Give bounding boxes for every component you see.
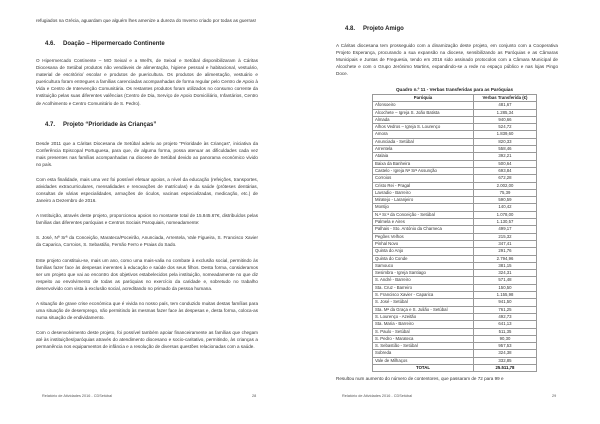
table-row <box>373 270 537 277</box>
parish-name: Castelo - Igreja Nª Srª Assunção <box>373 167 474 174</box>
amount-value: 347,41 <box>474 240 537 247</box>
parish-name: S. Lourenço - Azeitão <box>373 313 474 320</box>
table-row <box>373 262 537 269</box>
table-row <box>373 189 537 196</box>
amount-value: 499,17 <box>474 226 537 233</box>
amount-value: 1.839,60 <box>474 131 537 138</box>
parish-name: N.ª Sr.ª da Conceição - Setúbal <box>373 211 474 218</box>
parish-name: Pegões Velhos <box>373 233 474 240</box>
closing-paragraph: Resultou num aumento do número de contentores, que passaram de 72 para 99 e <box>336 376 504 381</box>
table-header-row <box>373 95 537 102</box>
section-heading-4-6 <box>45 41 165 47</box>
table-row <box>373 343 537 350</box>
table-row <box>373 321 537 328</box>
amount-value: 2.002,00 <box>474 182 537 189</box>
parish-name: S. José - Setúbal <box>373 299 474 306</box>
table-row <box>373 160 537 167</box>
amount-value: 1.078,00 <box>474 211 537 218</box>
amount-value: 75,39 <box>474 189 537 196</box>
table-row <box>373 248 537 255</box>
table-row <box>373 219 537 226</box>
table-row <box>373 255 537 262</box>
parish-name: Afonsoeiro <box>373 102 474 109</box>
amount-value: 90,30 <box>474 335 537 342</box>
paragraph-prioridade-5: Este projeto constituiu-se, mais um ano, como uma mais-valia no combate à exclusão social, permitindo às famílias fazer face às despesas inerentes à educação e saúde dos seus filhos. Desta forma, consideramos ser um projeto que vai ao encontro dos objetivos estabelecidos pela instituição, nomeadamente no que diz respeito ao envolvimento de todas as paróquias no exercício da caridade e, sobretudo no trabalho desenvolvido com vista à exclusão social, acreditando no primado da pessoa humana. <box>36 258 258 292</box>
parish-name: Amora <box>373 131 474 138</box>
section-title: Doação – Hipermercado Continente <box>63 41 165 47</box>
amount-value: 150,50 <box>474 284 537 291</box>
parish-name: Quinta do Conde <box>373 255 474 262</box>
amount-value: 761,25 <box>474 306 537 313</box>
parish-name: Sta. Mª da Graça e S. Julião - Setúbal <box>373 306 474 313</box>
parish-name: Almada <box>373 116 474 123</box>
table-row <box>373 116 537 123</box>
table-row <box>373 102 537 109</box>
amount-value: 324,31 <box>474 270 537 277</box>
page-footer: Relatório de Atividades 2016 - CDSetúbal <box>342 394 413 398</box>
parish-name: Miratejo - Laranjeiro <box>373 197 474 204</box>
amount-value: 1.155,98 <box>474 292 537 299</box>
amount-value: 1.130,57 <box>474 219 537 226</box>
table-row <box>373 167 537 174</box>
parish-name: Alcochete – Igreja S. João Batista <box>373 109 474 116</box>
page-number: 28 <box>252 394 257 398</box>
table-row <box>373 124 537 131</box>
amount-value: 571,48 <box>474 277 537 284</box>
parish-name: Cristo Rei - Pragal <box>373 182 474 189</box>
table-row <box>373 299 537 306</box>
column-header-amount: Verbas Transferida (€) <box>474 95 537 102</box>
parish-name: S. André - Barreiro <box>373 277 474 284</box>
table-total-row <box>373 364 537 371</box>
table-row <box>373 131 537 138</box>
parishes-transfers-table <box>372 94 537 372</box>
parish-name: Sta. Cruz - Barreiro <box>373 284 474 291</box>
section-title: Projeto Amigo <box>363 26 404 32</box>
table-row <box>373 277 537 284</box>
table-row <box>373 335 537 342</box>
parish-name: Sesimbra - Igreja Santiago <box>373 270 474 277</box>
parish-name: Arrentela <box>373 146 474 153</box>
parish-name: Sobreda <box>373 350 474 357</box>
paragraph-prioridade-6: A situação de grave crise económica que é vivida no nosso país, tem conduzido muitas destas famílias para uma situação de desemprego, não permitindo às mesmas fazer face às despesas e, desta forma, coloca-as numa situação de endividamento. <box>36 301 258 321</box>
amount-value: 590,59 <box>474 197 537 204</box>
amount-value: 641,13 <box>474 321 537 328</box>
parish-name: Quinta do Anjo <box>373 248 474 255</box>
table-row <box>373 204 537 211</box>
amount-value: 492,73 <box>474 313 537 320</box>
amount-value: 481,67 <box>474 102 537 109</box>
parish-name: Atalaia <box>373 153 474 160</box>
table-row <box>373 138 537 145</box>
table-row <box>373 233 537 240</box>
parish-name: Sta. Maria - Barreiro <box>373 321 474 328</box>
parish-name: S. Sebastião - Setúbal <box>373 343 474 350</box>
table-row <box>373 146 537 153</box>
parish-name: Lavradio - Barreiro <box>373 189 474 196</box>
table-row <box>373 292 537 299</box>
parish-name: Samouco <box>373 262 474 269</box>
parish-name: Montijo <box>373 204 474 211</box>
paragraph-projeto-amigo: A Cáritas diocesana tem prosseguido com a dinamização deste projeto, em conjunto com a Cooperativa Projeto Esperança, procurando a sua expansão na diocese, sensibilizando as Paróquias e as Câmaras Municipais e Juntas de Freguesia, tendo em 2016 sido assinado protocolos com a Câmara Municipal de Alcochete e com o Grupo Jerónimo Martins, expandindo-se a rede no espaço público e nas lojas Pingo Doce. <box>336 43 558 77</box>
table-row <box>373 197 537 204</box>
total-value: 25.511,78 <box>474 364 537 371</box>
table-row <box>373 153 537 160</box>
table-caption: Quadro n.º 11 - Verbas transferidas para as Paróquias <box>395 87 514 92</box>
table-row <box>373 109 537 116</box>
amount-value: 332,85 <box>474 357 537 364</box>
parish-name: S. Francisco Xavier - Caparica <box>373 292 474 299</box>
amount-value: 215,32 <box>474 233 537 240</box>
table-row <box>373 226 537 233</box>
amount-value: 381,15 <box>474 262 537 269</box>
table-row <box>373 306 537 313</box>
table-row <box>373 328 537 335</box>
amount-value: 140,42 <box>474 204 537 211</box>
table-row <box>373 313 537 320</box>
amount-value: 511,35 <box>474 328 537 335</box>
paragraph-prioridade-7: Com o desenvolvimento deste projeto, foi possível também apoiar financeiramente as famílias que chegam até às instituições/paróquias através do atendimento diocesano e socio-caritativo, permitindo, às crianças a permanência nos equipamentos de infância e a resolução de diversas questões relacionadas com a saúde. <box>36 330 258 350</box>
amount-value: 693,84 <box>474 167 537 174</box>
amount-value: 524,72 <box>474 124 537 131</box>
paragraph-prioridade-1: Desde 2011 que a Cáritas Diocesana de Setúbal aderiu ao projeto “Prioridade às Crianças”, iniciativa da Conferência Episcopal Portuguesa, para que, de alguma forma, possa atenuar as dificuldades cada vez mais presentes nas famílias acompanhadas na diocese de Setúbal devido ao panorama económico vivido no país. <box>36 141 258 168</box>
amount-value: 941,50 <box>474 299 537 306</box>
section-title: Projeto “Prioridade às Crianças” <box>63 122 157 128</box>
parish-name: Palhais - Sto. António da Charneca <box>373 226 474 233</box>
paragraph-prioridade-4: S. José, Nª Srª da Conceição, Marateca/Poceirão, Anunciada, Arrentela, Vale Figueira, S. Francisco Xavier da Caparica, Corroios, S. Sebastião, Fernão Ferro e Praias do Sado. <box>36 235 258 248</box>
paragraph-continente: O Hipermercado Continente – MO Seixal e a Well's, de Seixal e Setúbal disponibilizaram à Cáritas Diocesana de Setúbal produtos não vendáveis de alimentação, higiene pessoal e habitacional, vestuário, material de escritório/ escolar e produtos de puericultura. Os produtos de alimentação, vestuário e puericultura foram entregues a famílias carenciadas acompanhadas de forma regular pelo Centro de Apoio à Vida e Centro de Intervenção Comunitária. Os restantes produtos foram utilizados no consumo corrente da Instituição pelas suas diferentes valências (Centro de Dia, Serviço de Apoio Domiciliário, Infantários, Centro de Acolhimento e Centro Comunitário de S. Pedro). <box>36 58 258 106</box>
total-label: TOTAL <box>373 364 474 371</box>
parish-name: Baixa da Banheira <box>373 160 474 167</box>
paragraph-prioridade-2: Com esta finalidade, mais uma vez foi possível efetuar apoios, a nível da educação (refeições, transportes, atividades extracurriculares, mensalidades e renovações de matrículas) e da saúde (próteses dentárias, consultas de várias especialidades, armações de óculos, vacinas especializadas, medicação, etc.) de Janeiro a Dezembro de 2016. <box>36 177 258 204</box>
amount-value: 940,66 <box>474 116 537 123</box>
amount-value: 392,21 <box>474 153 537 160</box>
table-row <box>373 284 537 291</box>
section-heading-4-8 <box>345 26 404 32</box>
parish-name: Pinhal Novo <box>373 240 474 247</box>
intro-paragraph: refugiados na Grécia, aguardam que alguém lhes amenize a dureza do Inverno criado por todas as guerras! <box>36 18 257 23</box>
table-row <box>373 350 537 357</box>
amount-value: 500,64 <box>474 160 537 167</box>
page-number: 29 <box>552 394 557 398</box>
table-row <box>373 357 537 364</box>
table-row <box>373 240 537 247</box>
table-row <box>373 211 537 218</box>
page-footer: Relatório de Atividades 2016 - CDSetúbal <box>42 394 113 398</box>
amount-value: 1.285,34 <box>474 109 537 116</box>
amount-value: 957,53 <box>474 343 537 350</box>
section-number: 4.8. <box>345 26 356 32</box>
parish-name: Alhos Vedros – Igreja S. Lourenço <box>373 124 474 131</box>
section-number: 4.7. <box>45 122 56 128</box>
amount-value: 820,33 <box>474 138 537 145</box>
parish-name: Anunciada - Setúbal <box>373 138 474 145</box>
parish-name: Corroios <box>373 175 474 182</box>
parish-name: S. Pedro - Marateca <box>373 335 474 342</box>
table-row <box>373 175 537 182</box>
amount-value: 291,76 <box>474 248 537 255</box>
paragraph-prioridade-3: A Instituição, através deste projeto, proporcionou apoios no montante total de 15.845.67€, distribuídos pelas famílias das diferentes paróquias e Centros Sociais Paroquiais, nomeadamente: <box>36 213 258 226</box>
section-number: 4.6. <box>45 41 56 47</box>
parish-name: Palmela e Aires <box>373 219 474 226</box>
amount-value: 558,46 <box>474 146 537 153</box>
column-header-parish: Paróquia <box>373 95 474 102</box>
section-heading-4-7 <box>45 122 156 128</box>
amount-value: 672,28 <box>474 175 537 182</box>
table-row <box>373 182 537 189</box>
parish-name: S. Paulo - Setúbal <box>373 328 474 335</box>
parish-name: Vale de Milhaços <box>373 357 474 364</box>
amount-value: 324,38 <box>474 350 537 357</box>
amount-value: 2.794,96 <box>474 255 537 262</box>
